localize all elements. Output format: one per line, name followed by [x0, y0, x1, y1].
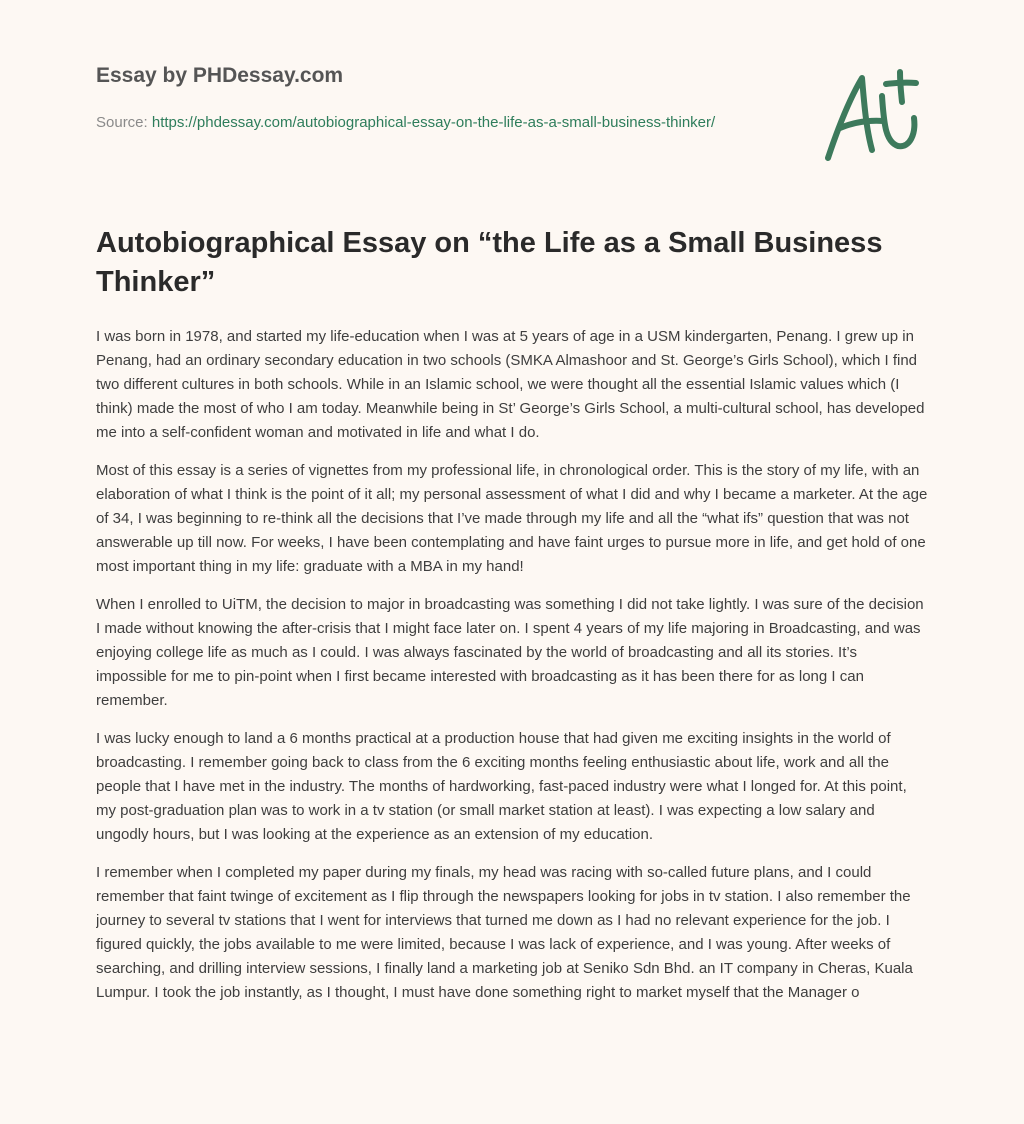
- essay-title: Autobiographical Essay on “the Life as a Small Business Thinker”: [96, 227, 883, 298]
- source-link[interactable]: https://phdessay.com/autobiographical-essay-on-the-life-as-a-small-business-thinker/: [151, 114, 716, 131]
- paragraph-2: Most of this essay is a series of vignettes from my professional life, in chronological order. This is the story of my life, with an elaboration of what I think is the point of it all; my personal assessment of what I did and why I became a marketer. At the age of 34, I was beginning to re-think all the decisions that I’ve made through my life and all the “what ifs” question that was not answerable up till now. For weeks, I have been contemplating and have faint urges to pursue more in life, and get hold of one most important thing in my life: graduate with a MBA in my hand!: [96, 462, 928, 575]
- source-line: [96, 111, 756, 135]
- paragraph-3: When I enrolled to UiTM, the decision to major in broadcasting was something I did not take lightly. I was sure of the decision I made without knowing the after-crisis that I might face later on. I spent 4 years of my life majoring in Broadcasting, and was enjoying college life as much as I could. I was always fascinated by the world of broadcasting and all its stories. It’s impossible for me to pin-point when I first became interested with broadcasting as it has been there for as long I can remember.: [96, 596, 924, 709]
- site-brand: Essay by PHDessay.com: [96, 64, 344, 87]
- paragraph-1: I was born in 1978, and started my life-education when I was at 5 years of age in a USM kindergarten, Penang. I grew up in Penang, had an ordinary secondary education in two schools (SMKA Almashoor and St. George’s Girls School), which I find two different cultures in both schools. While in an Islamic school, we were thought all the essential Islamic values which (I think) made the most of who I am today. Meanwhile being in St’ George’s Girls School, a multi-cultural school, has developed me into a self-confident woman and motivated in life and what I do.: [96, 328, 925, 441]
- source-label: Source:: [96, 114, 152, 131]
- paragraph-5: I remember when I completed my paper during my finals, my head was racing with so-called future plans, and I could remember that faint twinge of excitement as I flip through the newspapers looking for jobs in tv station. I also remember the journey to several tv stations that I went for interviews that turned me down as I had no relevant experience for the job. I figured quickly, the jobs available to me were limited, because I was lack of experience, and I was young. After weeks of searching, and drilling interview sessions, I finally land a marketing job at Seniko Sdn Bhd. an IT company in Cheras, Kuala Lumpur. I took the job instantly, as I thought, I must have done something right to market myself that the Manager o: [96, 864, 913, 1001]
- a-plus-logo-icon: [824, 66, 928, 166]
- a-plus-logo: [824, 66, 928, 166]
- paragraph-4: I was lucky enough to land a 6 months practical at a production house that had given me exciting insights in the world of broadcasting. I remember going back to class from the 6 exciting months feeling enthusiastic about life, work and all the people that I have met in the industry. The months of hardworking, fast-paced industry were what I longed for. At this point, my post-graduation plan was to work in a tv station (or small market station at least). I was expecting a low salary and ungodly hours, but I was looking at the experience as an extension of my education.: [96, 730, 907, 843]
- essay-body: [96, 325, 928, 1109]
